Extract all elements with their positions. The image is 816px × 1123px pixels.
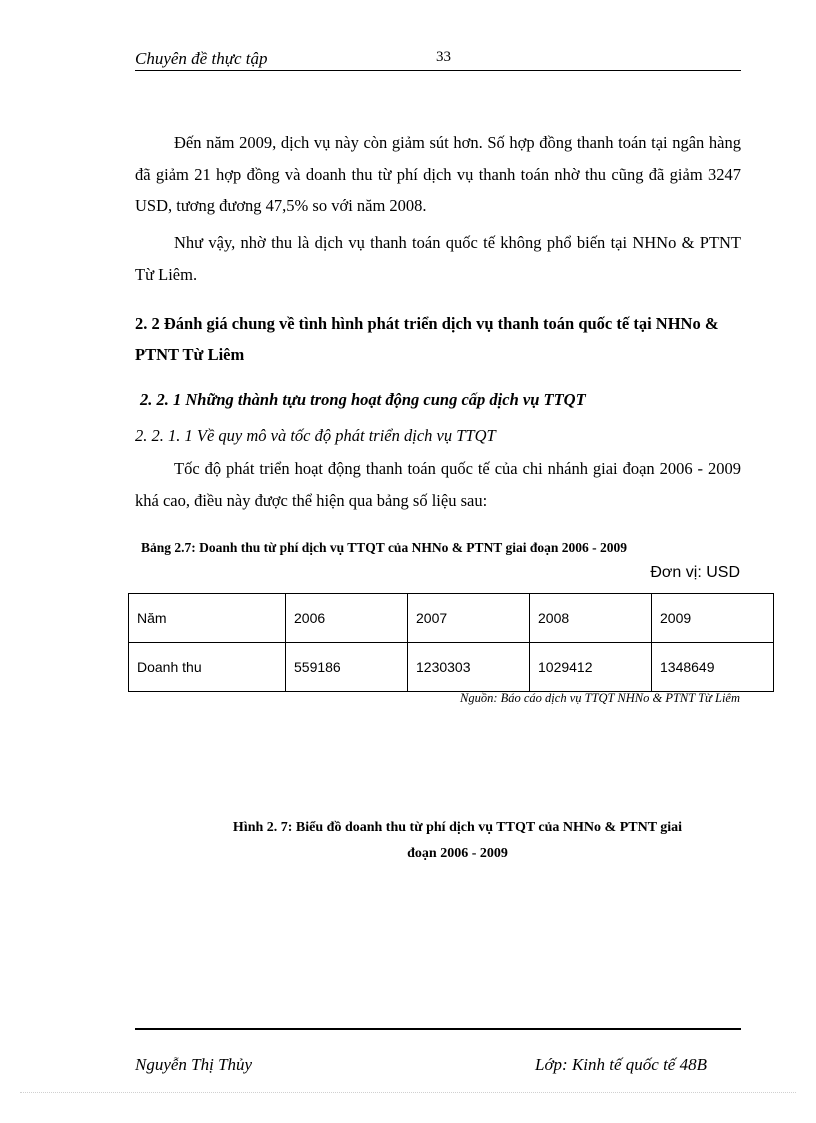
- table-row: [129, 594, 774, 643]
- table-cell: Doanh thu: [129, 643, 286, 692]
- paragraph-collection-conclusion: Như vậy, nhờ thu là dịch vụ thanh toán quốc tế không phổ biến tại NHNo & PTNT Từ Liêm.: [135, 233, 741, 284]
- section-heading-2-2-1-1: 2. 2. 1. 1 Về quy mô và tốc độ phát triển dịch vụ TTQT: [135, 426, 496, 445]
- paragraph-growth-intro: Tốc độ phát triển hoạt động thanh toán quốc tế của chi nhánh giai đoạn 2006 - 2009 khá cao, điều này được thể hiện qua bảng số liệu sau:: [135, 459, 741, 510]
- section-heading-2-2: 2. 2 Đánh giá chung về tình hình phát triển dịch vụ thanh toán quốc tế tại NHNo & PTNT Từ Liêm: [135, 314, 719, 364]
- footer-author: Nguyễn Thị Thủy: [135, 1055, 253, 1074]
- header-title: Chuyên đề thực tập: [135, 49, 268, 68]
- table-cell: 1029412: [530, 643, 652, 692]
- table-cell: 559186: [286, 643, 408, 692]
- page-bottom-border: [20, 1092, 796, 1093]
- table-source: Nguồn: Báo cáo dịch vụ TTQT NHNo & PTNT Từ Liêm: [459, 691, 740, 705]
- figure-caption-line-1: Hình 2. 7: Biểu đồ doanh thu từ phí dịch vụ TTQT của NHNo & PTNT giai: [232, 820, 683, 835]
- table-cell: Năm: [129, 594, 286, 643]
- figure-caption: [185, 815, 730, 867]
- table-cell: 2007: [408, 594, 530, 643]
- header-rule: [135, 70, 741, 71]
- page-number: 33: [436, 49, 451, 65]
- figure-caption-line-2: đoạn 2006 - 2009: [407, 846, 508, 861]
- table-cell: 2008: [530, 594, 652, 643]
- table-cell: 2006: [286, 594, 408, 643]
- table-caption: Bảng 2.7: Doanh thu từ phí dịch vụ TTQT của NHNo & PTNT giai đoạn 2006 - 2009: [141, 540, 627, 555]
- footer-class: Lớp: Kinh tế quốc tế 48B: [535, 1055, 707, 1074]
- table-unit: Đơn vị: USD: [650, 564, 740, 581]
- section-heading-2-2-1: 2. 2. 1 Những thành tựu trong hoạt động cung cấp dịch vụ TTQT: [140, 390, 586, 409]
- footer-rule: [135, 1028, 741, 1030]
- table-cell: 1230303: [408, 643, 530, 692]
- table-row: [129, 643, 774, 692]
- revenue-table: [128, 593, 774, 692]
- table-cell: 1348649: [652, 643, 774, 692]
- paragraph-2009-decline: Đến năm 2009, dịch vụ này còn giảm sút hơn. Số hợp đồng thanh toán tại ngân hàng đã giảm 21 hợp đồng và doanh thu từ phí dịch vụ thanh toán nhờ thu cũng đã giảm 3247 USD, tương đương 47,5% so với năm 2008.: [135, 133, 741, 215]
- table-cell: 2009: [652, 594, 774, 643]
